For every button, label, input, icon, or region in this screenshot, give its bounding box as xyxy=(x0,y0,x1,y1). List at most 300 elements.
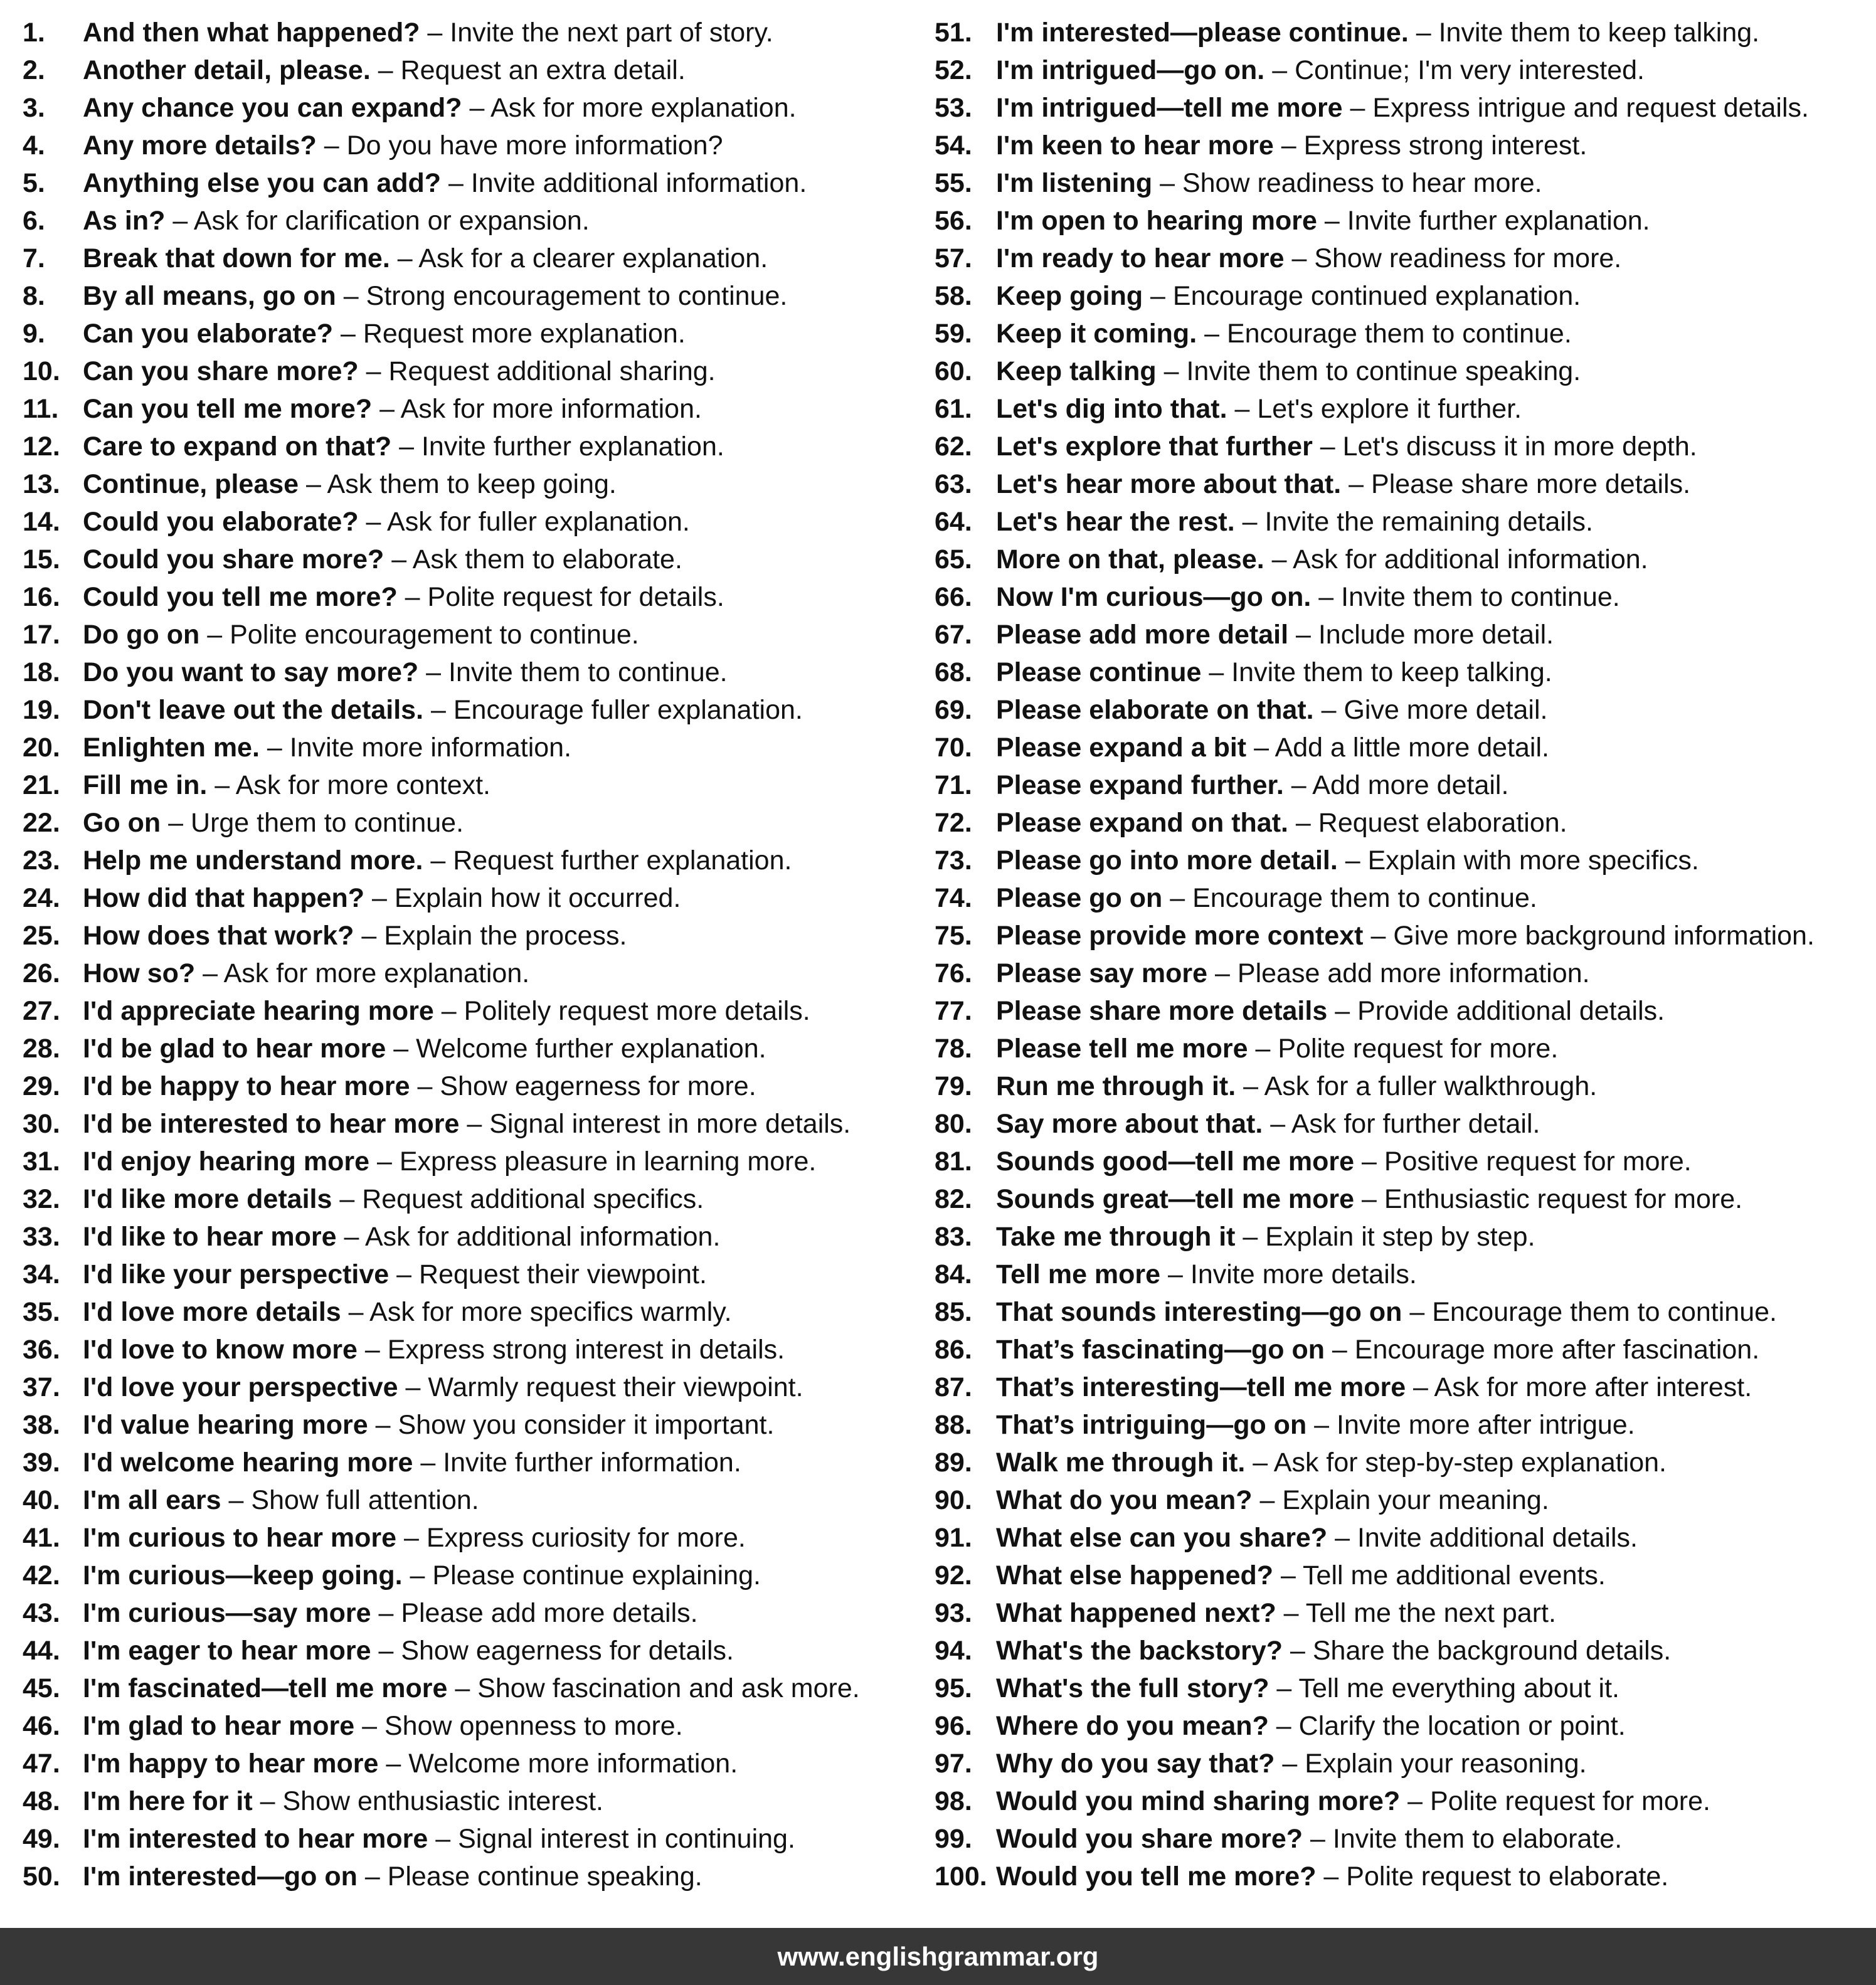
item-description: Invite additional information. xyxy=(470,168,807,198)
item-number: 33. xyxy=(23,1222,60,1252)
item-text xyxy=(83,315,686,352)
item-number: 91. xyxy=(935,1523,972,1553)
item-separator: – xyxy=(1283,770,1313,800)
item-separator: – xyxy=(391,431,421,462)
list-item xyxy=(935,1406,1872,1444)
list-item xyxy=(935,1519,1872,1557)
item-number: 79. xyxy=(935,1071,972,1101)
item-phrase: What's the backstory? xyxy=(996,1636,1283,1666)
list-item xyxy=(935,955,1872,992)
list-item xyxy=(935,1481,1872,1519)
item-number: 29. xyxy=(23,1071,60,1101)
item-number: 82. xyxy=(935,1184,972,1214)
item-number: 78. xyxy=(935,1034,972,1064)
item-separator: – xyxy=(423,695,453,725)
item-number: 20. xyxy=(23,733,60,763)
item-number: 81. xyxy=(935,1146,972,1177)
item-number: 9. xyxy=(23,319,45,349)
item-description: Share the background details. xyxy=(1312,1636,1672,1666)
item-description: Ask for more explanation. xyxy=(223,958,530,988)
item-description: Let's discuss it in more depth. xyxy=(1342,431,1697,462)
item-number: 88. xyxy=(935,1410,972,1440)
item-phrase: I'd be interested to hear more xyxy=(83,1109,460,1139)
item-separator: – xyxy=(462,93,490,123)
item-phrase: Please expand further. xyxy=(996,770,1284,800)
list-item xyxy=(23,202,926,240)
item-separator: – xyxy=(389,1259,420,1289)
item-separator: – xyxy=(341,1297,370,1327)
item-text xyxy=(996,578,1620,616)
item-text xyxy=(83,1105,851,1143)
item-phrase: I'm intrigued—tell me more xyxy=(996,93,1343,123)
item-separator: – xyxy=(384,544,413,574)
item-separator: – xyxy=(1269,1673,1299,1703)
item-separator: – xyxy=(1263,1109,1291,1139)
item-number: 6. xyxy=(23,206,45,236)
item-separator: – xyxy=(370,55,401,85)
list-item xyxy=(935,164,1872,202)
item-phrase: I'd be happy to hear more xyxy=(83,1071,410,1101)
item-description: Show fascination and ask more. xyxy=(477,1673,860,1703)
item-number: 50. xyxy=(23,1861,60,1892)
item-separator: – xyxy=(1234,507,1265,537)
item-text xyxy=(996,428,1697,465)
list-item xyxy=(935,127,1872,164)
item-text xyxy=(83,89,797,127)
item-description: Politely request more details. xyxy=(464,996,810,1026)
item-text xyxy=(83,1406,774,1444)
item-number: 18. xyxy=(23,657,60,687)
item-text xyxy=(83,1858,702,1895)
item-number: 46. xyxy=(23,1711,60,1741)
list-item xyxy=(935,1218,1872,1256)
item-text xyxy=(996,1218,1535,1256)
item-phrase: Where do you mean? xyxy=(996,1711,1269,1741)
item-text xyxy=(996,1820,1622,1858)
item-number: 95. xyxy=(935,1673,972,1703)
item-number: 77. xyxy=(935,996,972,1026)
item-description: Invite the next part of story. xyxy=(450,18,773,48)
item-separator: – xyxy=(1363,921,1394,951)
item-phrase: Sounds good—tell me more xyxy=(996,1146,1354,1177)
item-number: 61. xyxy=(935,394,972,424)
item-separator: – xyxy=(333,319,363,349)
item-text xyxy=(996,277,1581,315)
item-phrase: Run me through it. xyxy=(996,1071,1236,1101)
list-item xyxy=(23,390,926,428)
item-number: 72. xyxy=(935,808,972,838)
item-description: Show full attention. xyxy=(251,1485,479,1515)
footer-bar xyxy=(0,1928,1876,1985)
list-item xyxy=(23,1030,926,1067)
item-separator: – xyxy=(1276,1598,1306,1628)
item-separator: – xyxy=(1312,431,1343,462)
item-description: Welcome further explanation. xyxy=(416,1034,766,1064)
item-number: 56. xyxy=(935,206,972,236)
item-description: Invite them to continue. xyxy=(448,657,728,687)
item-text xyxy=(83,955,529,992)
item-separator: – xyxy=(316,130,347,161)
item-text xyxy=(996,503,1593,541)
item-description: Invite them to keep talking. xyxy=(1231,657,1552,687)
item-number: 47. xyxy=(23,1749,60,1779)
item-text xyxy=(996,240,1621,277)
item-phrase: I'd like your perspective xyxy=(83,1259,390,1289)
item-phrase: Could you tell me more? xyxy=(83,582,398,612)
item-phrase: Can you share more? xyxy=(83,356,359,386)
list-item xyxy=(23,541,926,578)
item-description: Add more detail. xyxy=(1312,770,1509,800)
item-text xyxy=(996,1030,1558,1067)
item-number: 70. xyxy=(935,733,972,763)
item-number: 58. xyxy=(935,281,972,311)
item-phrase: I'm keen to hear more xyxy=(996,130,1274,161)
item-number: 45. xyxy=(23,1673,60,1703)
item-separator: – xyxy=(1236,1071,1264,1101)
item-number: 68. xyxy=(935,657,972,687)
item-text xyxy=(996,691,1547,729)
item-text xyxy=(83,1331,785,1368)
item-text xyxy=(83,1180,704,1218)
item-text xyxy=(83,578,724,616)
item-separator: – xyxy=(459,1109,490,1139)
item-separator: – xyxy=(1273,1560,1303,1591)
list-item xyxy=(23,879,926,917)
item-separator: – xyxy=(332,1184,363,1214)
item-text xyxy=(996,1745,1587,1782)
item-description: Polite request for more. xyxy=(1430,1786,1710,1816)
item-description: Invite them to keep talking. xyxy=(1438,18,1760,48)
list-item xyxy=(935,1067,1872,1105)
item-text xyxy=(83,1444,741,1481)
item-phrase: I'd enjoy hearing more xyxy=(83,1146,370,1177)
item-number: 4. xyxy=(23,130,45,161)
list-item xyxy=(935,1707,1872,1745)
item-separator: – xyxy=(1227,394,1258,424)
item-text xyxy=(996,1105,1540,1143)
item-text xyxy=(83,541,682,578)
item-separator: – xyxy=(1327,1523,1357,1553)
item-separator: – xyxy=(336,1222,365,1252)
item-description: Encourage them to continue. xyxy=(1432,1297,1777,1327)
list-item xyxy=(23,955,926,992)
item-description: Ask for more specifics warmly. xyxy=(369,1297,732,1327)
item-number: 85. xyxy=(935,1297,972,1327)
item-text xyxy=(83,917,627,955)
list-item xyxy=(935,1143,1872,1180)
list-item xyxy=(935,992,1872,1030)
item-description: Request additional sharing. xyxy=(388,356,716,386)
item-phrase: That’s intriguing—go on xyxy=(996,1410,1307,1440)
item-text xyxy=(83,1481,479,1519)
item-text xyxy=(83,729,571,766)
item-separator: – xyxy=(1252,1485,1283,1515)
item-separator: – xyxy=(433,996,464,1026)
list-item xyxy=(23,1331,926,1368)
item-number: 84. xyxy=(935,1259,972,1289)
item-number: 53. xyxy=(935,93,972,123)
item-phrase: I'm ready to hear more xyxy=(996,243,1285,273)
item-text xyxy=(996,616,1554,654)
item-description: Ask them to keep going. xyxy=(327,469,617,499)
item-description: Invite further explanation. xyxy=(421,431,724,462)
list-item xyxy=(23,1293,926,1331)
item-number: 19. xyxy=(23,695,60,725)
item-text xyxy=(996,465,1690,503)
item-number: 93. xyxy=(935,1598,972,1628)
item-text xyxy=(83,352,716,390)
item-description: Signal interest in more details. xyxy=(489,1109,851,1139)
footer-website: www.englishgrammar.org xyxy=(777,1941,1099,1971)
item-description: Encourage continued explanation. xyxy=(1172,281,1581,311)
list-item xyxy=(23,804,926,842)
item-phrase: Please say more xyxy=(996,958,1208,988)
item-number: 65. xyxy=(935,544,972,574)
item-description: Please continue explaining. xyxy=(432,1560,761,1591)
item-text xyxy=(83,1820,795,1858)
item-phrase: How does that work? xyxy=(83,921,354,951)
item-number: 22. xyxy=(23,808,60,838)
list-item xyxy=(23,14,926,51)
item-number: 23. xyxy=(23,845,60,876)
item-separator: – xyxy=(221,1485,252,1515)
item-number: 15. xyxy=(23,544,60,574)
item-text xyxy=(83,1594,698,1632)
list-item xyxy=(23,1782,926,1820)
list-item xyxy=(23,1670,926,1707)
list-item xyxy=(23,654,926,691)
item-description: Ask for more explanation. xyxy=(490,93,797,123)
item-text xyxy=(83,804,464,842)
item-number: 59. xyxy=(935,319,972,349)
item-text xyxy=(83,14,773,51)
item-text xyxy=(83,390,702,428)
list-item xyxy=(23,1632,926,1670)
item-separator: – xyxy=(1288,620,1318,650)
item-phrase: I'd value hearing more xyxy=(83,1410,368,1440)
item-text xyxy=(83,503,690,541)
item-number: 5. xyxy=(23,168,45,198)
item-phrase: I'm glad to hear more xyxy=(83,1711,355,1741)
list-item xyxy=(23,164,926,202)
item-text xyxy=(996,1594,1556,1632)
item-number: 100. xyxy=(935,1861,987,1892)
item-phrase: Go on xyxy=(83,808,161,838)
item-phrase: I'm fascinated—tell me more xyxy=(83,1673,448,1703)
list-item xyxy=(935,691,1872,729)
item-separator: – xyxy=(1311,582,1342,612)
list-item xyxy=(23,315,926,352)
item-text xyxy=(83,1030,766,1067)
item-separator: – xyxy=(1406,1372,1434,1402)
list-item xyxy=(935,1444,1872,1481)
item-phrase: I'm happy to hear more xyxy=(83,1749,379,1779)
item-separator: – xyxy=(369,1146,400,1177)
item-text xyxy=(83,654,728,691)
item-separator: – xyxy=(1156,356,1187,386)
item-separator: – xyxy=(1284,243,1315,273)
list-item xyxy=(23,1406,926,1444)
item-text xyxy=(83,616,639,654)
item-text xyxy=(996,1444,1667,1481)
list-item xyxy=(935,842,1872,879)
item-phrase: I'm interested—go on xyxy=(83,1861,358,1892)
item-description: Ask for more context. xyxy=(235,770,491,800)
item-separator: – xyxy=(336,281,366,311)
item-separator: – xyxy=(396,1523,427,1553)
item-number: 60. xyxy=(935,356,972,386)
item-number: 51. xyxy=(935,18,972,48)
item-phrase: More on that, please. xyxy=(996,544,1264,574)
item-separator: – xyxy=(386,1034,416,1064)
item-separator: – xyxy=(1264,55,1295,85)
item-phrase: How did that happen? xyxy=(83,883,365,913)
item-phrase: Let's dig into that. xyxy=(996,394,1227,424)
item-text xyxy=(83,691,803,729)
item-separator: – xyxy=(1235,1222,1266,1252)
list-item xyxy=(935,1331,1872,1368)
list-item xyxy=(23,352,926,390)
item-number: 52. xyxy=(935,55,972,85)
item-separator: – xyxy=(1288,808,1318,838)
item-separator: – xyxy=(423,845,453,876)
item-phrase: I'd appreciate hearing more xyxy=(83,996,434,1026)
item-description: Please add more information. xyxy=(1237,958,1590,988)
item-text xyxy=(996,1707,1626,1745)
item-phrase: I'm interested to hear more xyxy=(83,1824,428,1854)
item-phrase: Could you elaborate? xyxy=(83,507,359,537)
item-description: Welcome more information. xyxy=(408,1749,738,1779)
item-phrase: Do you want to say more? xyxy=(83,657,419,687)
item-separator: – xyxy=(1408,18,1439,48)
item-number: 97. xyxy=(935,1749,972,1779)
item-description: Express intrigue and request details. xyxy=(1372,93,1809,123)
item-separator: – xyxy=(372,394,401,424)
item-description: Invite them to continue speaking. xyxy=(1186,356,1581,386)
list-item xyxy=(935,465,1872,503)
item-text xyxy=(83,202,590,240)
item-phrase: Please provide more context xyxy=(996,921,1364,951)
item-description: Signal interest in continuing. xyxy=(458,1824,795,1854)
item-separator: – xyxy=(368,1410,398,1440)
item-description: Explain how it occurred. xyxy=(394,883,681,913)
item-description: Polite request for more. xyxy=(1278,1034,1559,1064)
item-text xyxy=(83,1670,860,1707)
list-item xyxy=(935,1858,1872,1895)
item-text xyxy=(83,1256,707,1293)
item-phrase: Care to expand on that? xyxy=(83,431,392,462)
item-description: Show openness to more. xyxy=(384,1711,683,1741)
item-text xyxy=(996,202,1650,240)
item-description: Encourage them to continue. xyxy=(1192,883,1537,913)
item-phrase: Say more about that. xyxy=(996,1109,1263,1139)
item-separator: – xyxy=(390,243,419,273)
item-description: Ask for fuller explanation. xyxy=(387,507,690,537)
item-description: Polite request to elaborate. xyxy=(1346,1861,1669,1892)
list-item xyxy=(23,127,926,164)
item-separator: – xyxy=(299,469,327,499)
item-number: 90. xyxy=(935,1485,972,1515)
item-separator: – xyxy=(1313,695,1344,725)
item-description: Request elaboration. xyxy=(1318,808,1567,838)
item-phrase: I'm here for it xyxy=(83,1786,253,1816)
item-separator: – xyxy=(259,733,290,763)
item-phrase: I'd like to hear more xyxy=(83,1222,337,1252)
list-item xyxy=(935,202,1872,240)
item-description: Give more detail. xyxy=(1343,695,1548,725)
item-phrase: As in? xyxy=(83,206,166,236)
list-item xyxy=(935,1670,1872,1707)
item-description: Invite them to elaborate. xyxy=(1332,1824,1623,1854)
item-separator: – xyxy=(1400,1786,1431,1816)
item-description: Please add more details. xyxy=(401,1598,698,1628)
item-text xyxy=(996,879,1537,917)
item-number: 31. xyxy=(23,1146,60,1177)
list-item xyxy=(935,1745,1872,1782)
list-item xyxy=(23,1368,926,1406)
item-text xyxy=(996,1067,1597,1105)
item-number: 99. xyxy=(935,1824,972,1854)
item-number: 41. xyxy=(23,1523,60,1553)
list-item xyxy=(23,277,926,315)
item-phrase: Keep talking xyxy=(996,356,1157,386)
list-item xyxy=(935,1557,1872,1594)
item-phrase: Would you share more? xyxy=(996,1824,1303,1854)
item-number: 42. xyxy=(23,1560,60,1591)
item-text xyxy=(996,955,1590,992)
list-item xyxy=(935,1820,1872,1858)
item-phrase: I'm open to hearing more xyxy=(996,206,1317,236)
item-text xyxy=(996,390,1522,428)
item-separator: – xyxy=(1143,281,1173,311)
item-description: Encourage them to continue. xyxy=(1226,319,1572,349)
item-separator: – xyxy=(398,1372,428,1402)
list-item xyxy=(23,691,926,729)
item-description: Do you have more information? xyxy=(346,130,723,161)
item-number: 11. xyxy=(23,394,59,424)
item-description: Ask for additional information. xyxy=(364,1222,721,1252)
list-item xyxy=(935,14,1872,51)
list-item xyxy=(23,1218,926,1256)
item-description: Express curiosity for more. xyxy=(426,1523,746,1553)
item-phrase: I'm listening xyxy=(996,168,1153,198)
item-number: 3. xyxy=(23,93,45,123)
item-phrase: I'd love your perspective xyxy=(83,1372,398,1402)
item-number: 12. xyxy=(23,431,60,462)
item-text xyxy=(996,1180,1742,1218)
list-item xyxy=(23,992,926,1030)
item-separator: – xyxy=(1317,206,1347,236)
item-separator: – xyxy=(358,356,389,386)
item-description: Positive request for more. xyxy=(1384,1146,1692,1177)
item-phrase: Please add more detail xyxy=(996,620,1289,650)
item-phrase: Keep going xyxy=(996,281,1143,311)
item-description: Show eagerness for more. xyxy=(440,1071,756,1101)
item-separator: – xyxy=(1327,996,1358,1026)
item-separator: – xyxy=(1402,1297,1433,1327)
item-separator: – xyxy=(1162,883,1193,913)
item-text xyxy=(996,766,1508,804)
item-text xyxy=(996,1143,1692,1180)
item-separator: – xyxy=(418,657,449,687)
item-description: Show you consider it important. xyxy=(398,1410,775,1440)
item-text xyxy=(996,654,1552,691)
item-phrase: Please expand a bit xyxy=(996,733,1247,763)
item-separator: – xyxy=(1306,1410,1337,1440)
item-text xyxy=(996,917,1815,955)
item-separator: – xyxy=(378,1749,409,1779)
item-phrase: Another detail, please. xyxy=(83,55,371,85)
